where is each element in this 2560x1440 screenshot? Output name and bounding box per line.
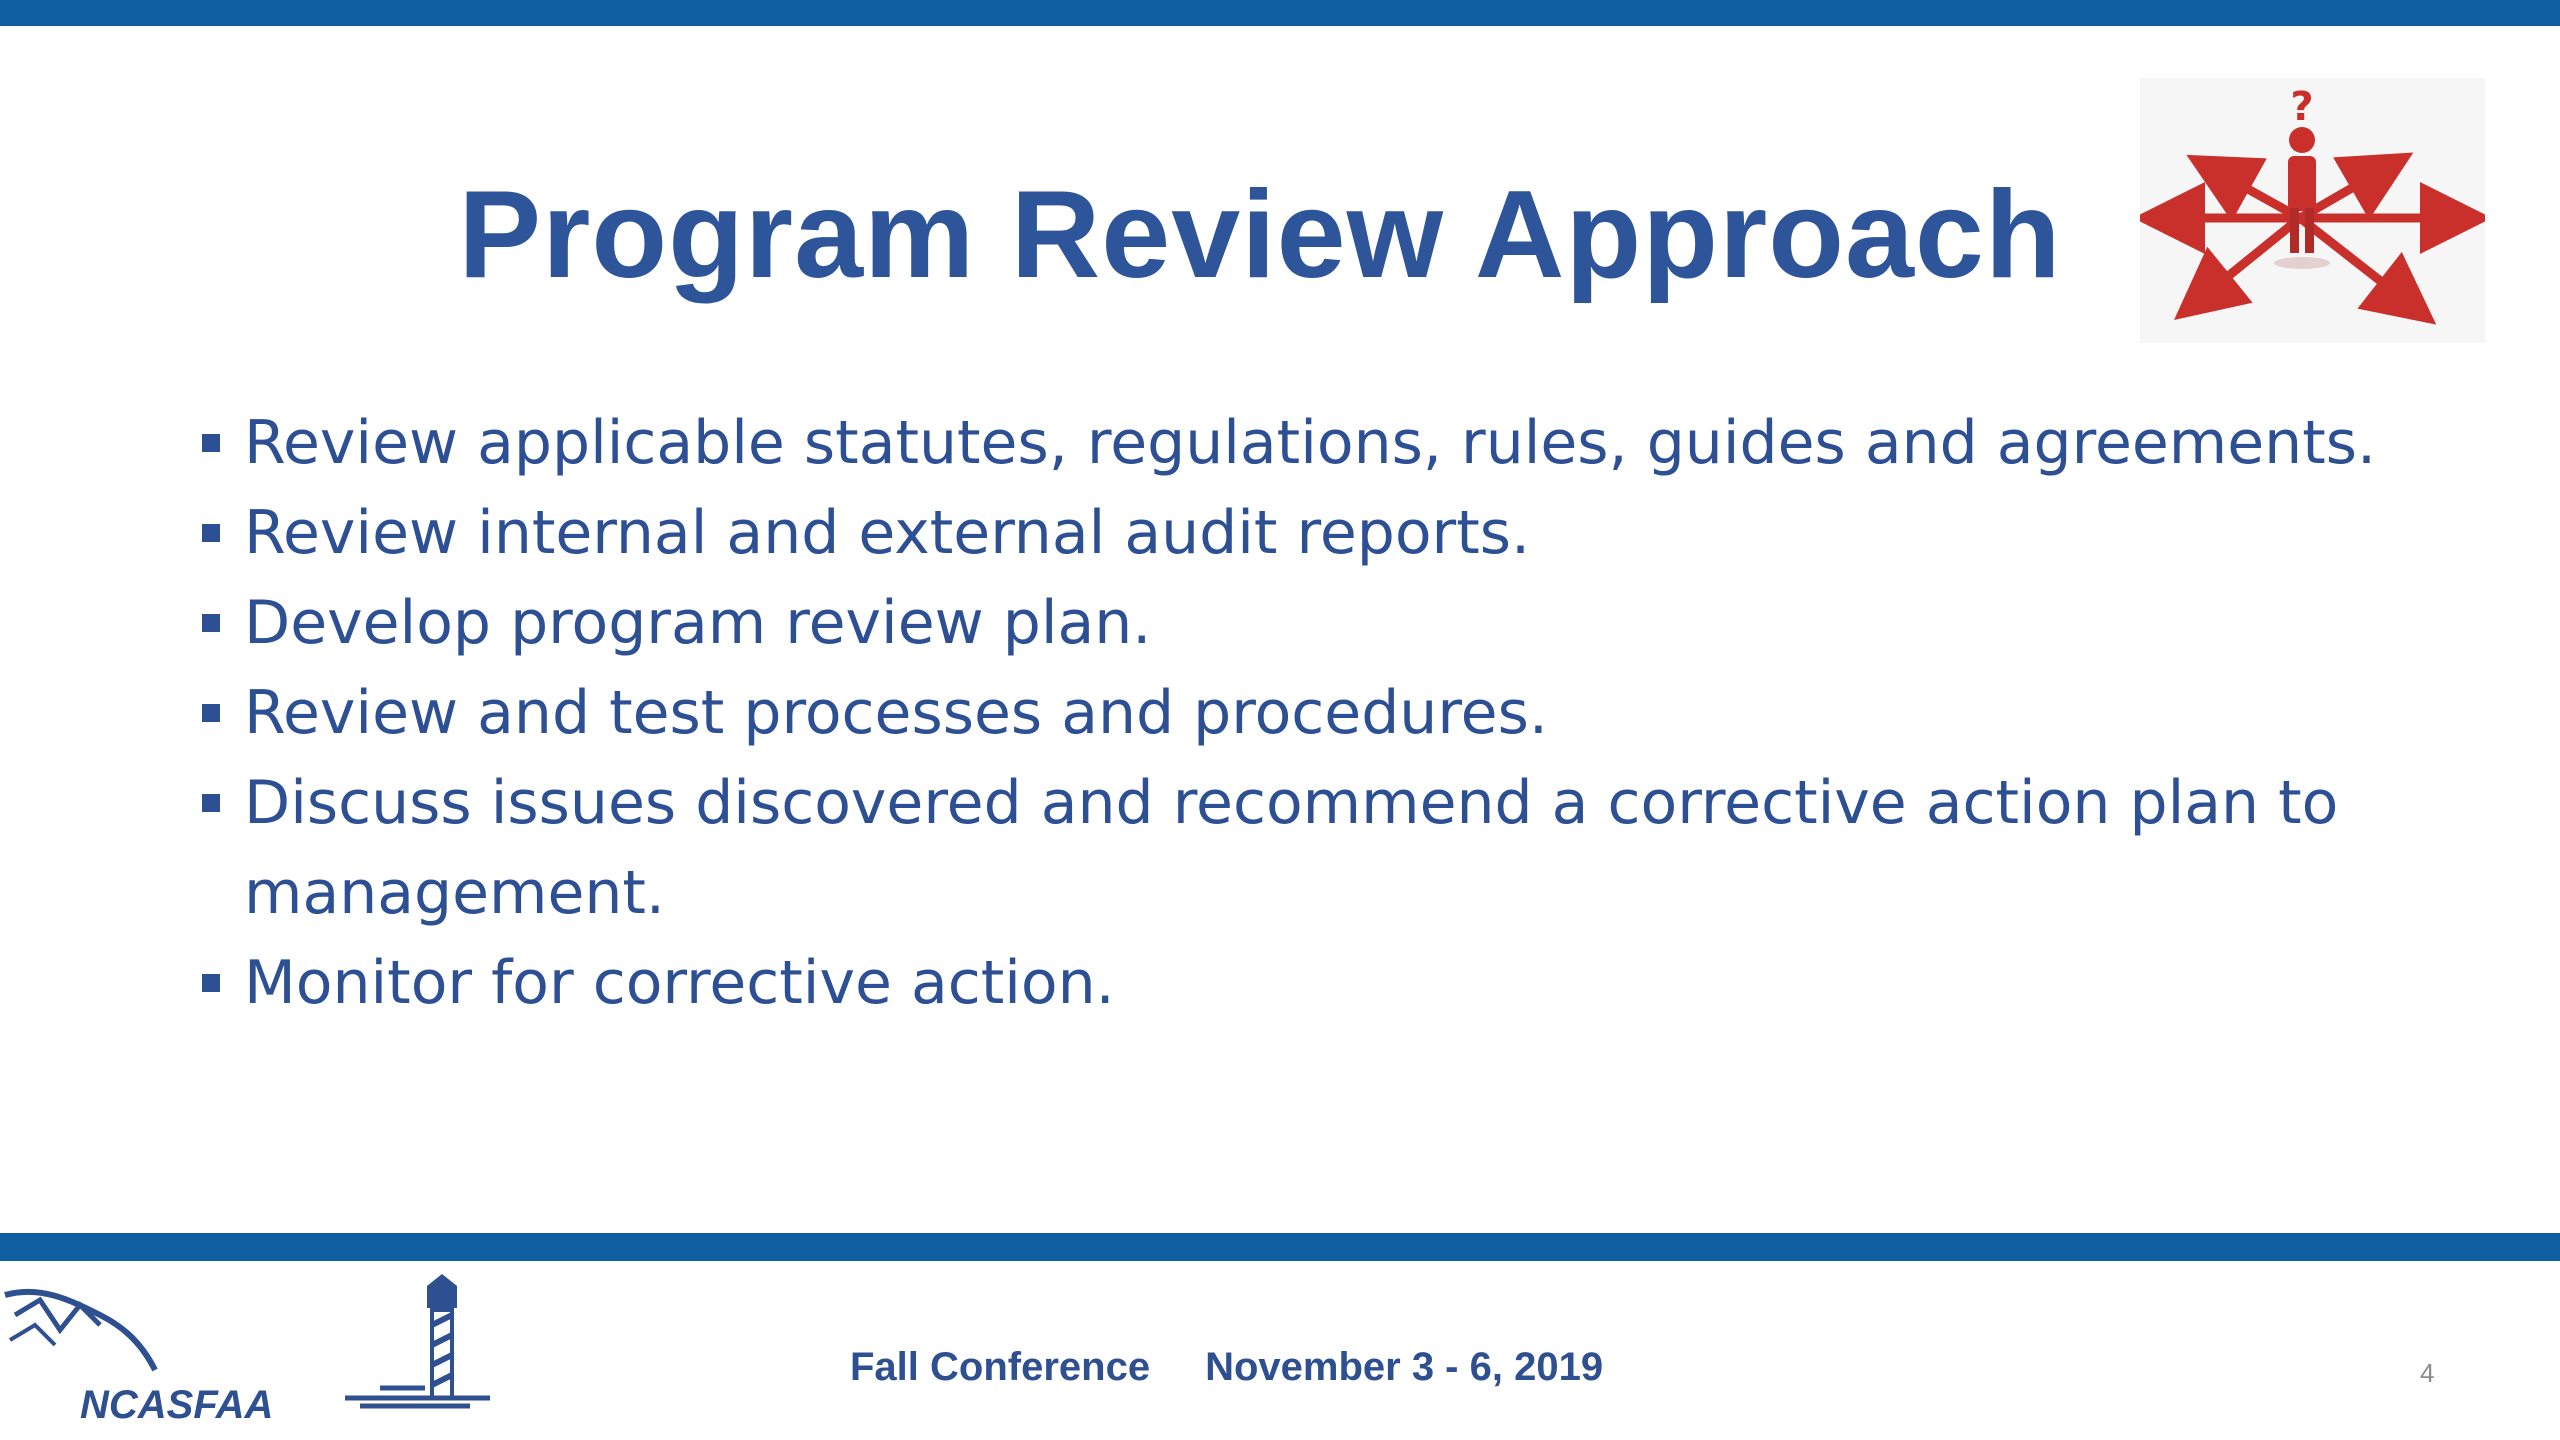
list-item	[200, 488, 2420, 578]
bullet-text: Develop program review plan.	[244, 588, 1152, 658]
bottom-accent-bar	[0, 1233, 2560, 1261]
event-name: Fall Conference	[850, 1345, 1151, 1389]
list-item	[200, 938, 2420, 1028]
bullet-square-icon	[202, 524, 220, 542]
bullet-text: Monitor for corrective action.	[244, 948, 1115, 1018]
svg-text:?: ?	[2290, 84, 2314, 130]
bullet-text: Review and test processes and procedures.	[244, 678, 1548, 748]
list-item	[200, 578, 2420, 668]
logo-text: NCASFAA	[80, 1383, 274, 1427]
page-number: 4	[2420, 1358, 2435, 1388]
list-item	[200, 668, 2420, 758]
event-dates: November 3 - 6, 2019	[1205, 1345, 1604, 1389]
lighthouse-logo-icon	[0, 1270, 500, 1430]
ncasfaa-logo	[0, 1270, 500, 1430]
bullet-list	[200, 398, 2420, 1028]
decision-arrows-icon	[2140, 78, 2485, 343]
footer-event-info	[850, 1345, 1603, 1390]
bullet-square-icon	[202, 794, 220, 812]
top-accent-bar	[0, 0, 2560, 26]
bullet-square-icon	[202, 704, 220, 722]
bullet-square-icon	[202, 434, 220, 452]
list-item	[200, 398, 2420, 488]
bullet-text: Review internal and external audit reports.	[244, 498, 1531, 568]
bullet-square-icon	[202, 614, 220, 632]
bullet-text: Discuss issues discovered and recommend a corrective action plan to management.	[244, 768, 2339, 928]
list-item	[200, 758, 2420, 938]
bullet-square-icon	[202, 974, 220, 992]
bullet-text: Review applicable statutes, regulations, rules, guides and agreements.	[244, 408, 2377, 478]
slide-title: Program Review Approach	[458, 166, 2062, 304]
